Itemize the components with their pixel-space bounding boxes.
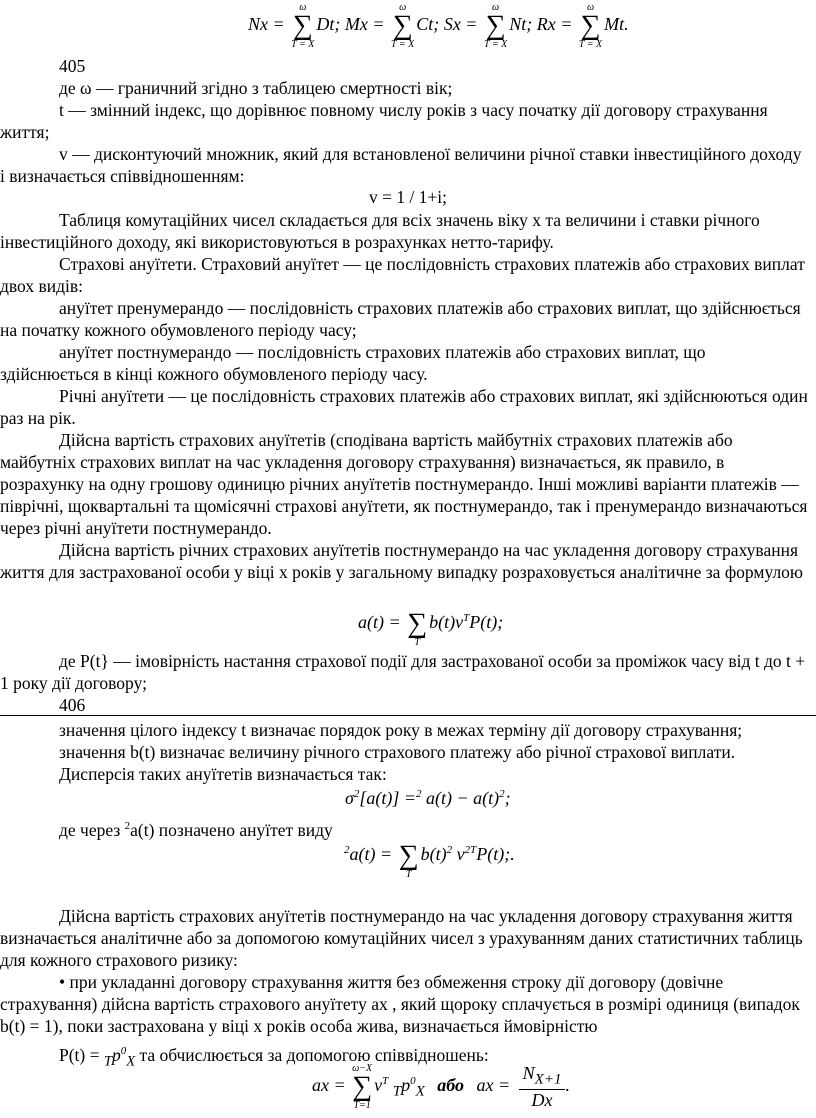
fraction: $\frac{N_{X+1}}{Dx}$ xyxy=(519,1063,566,1111)
formula-v: v = 1 / 1+i; xyxy=(368,187,448,207)
page-number: 406 xyxy=(59,695,86,715)
formula-second-moment: $^2$a(t) = ∑ T $b(t)^2$ $v^{2T}P(t)$;. xyxy=(344,832,515,880)
sum-symbol: ∑ T xyxy=(398,840,419,880)
sum-symbol: ω−X ∑ T=1 xyxy=(352,1063,373,1111)
paragraph: Дійсна вартість страхових ануїтетів постнумерандо на час укладення договору страхування життя визначається аналітичне або за допомогою комутаційних чисел з урахуванням даних статистичних таблиць для кожного страхового ризику: xyxy=(0,906,803,970)
paragraph: значення цілого індексу t визначає порядок року в межах терміну дії договору страхування; xyxy=(59,720,743,740)
paragraph: t — змінний індекс, що дорівнює повному числу років з часу початку дії договору страхування життя; xyxy=(0,100,768,142)
paragraph: $P(t) = _Tp^0_X$ та обчислюється за допомогою співвідношень: xyxy=(59,1044,489,1070)
paragraph: Таблиця комутаційних чисел складається для всіх значень віку х та величини і ставки річного інвестиційного доходу, які використовуються в розрахунках нетто-тарифу. xyxy=(0,210,760,252)
sum-symbol: ∑ T xyxy=(407,608,428,648)
sum-symbol: ω ∑ T = X xyxy=(391,2,415,50)
paragraph: де ω — граничний згідно з таблицею смертності вік; xyxy=(59,78,453,98)
formula-commutation: Nx = ω ∑ T = X Dt; Mx = ω ∑ T = X Ct; Sx = ω ∑ T = X Nt; Rx = ω ∑ T = X Mt. xyxy=(248,2,629,50)
paragraph: Дійсна вартість страхових ануїтетів (сподівана вартість майбутніх страхових платежів або майбутніх страхових виплат на час укладення договору страхування) визначається, як правило, в розрахунку на одну грошову одиницю річних ануїтетів постнумерандо. Інші можливі варіанти платежів — піврічні, щоквартальні та щомісячні страхові ануїтети, як постнумерандо, так і пренумерандо визначаються через річні ануїтети постнумерандо. xyxy=(0,430,808,538)
formula-life-annuity: ax = ω−X ∑ T=1 $v^T$ $_Tp^0_X$ або ax = $\frac{N_{X+1}}{Dx}$ . xyxy=(312,1063,570,1111)
paragraph: Страхові ануїтети. Страховий ануїтет — це послідовність страхових платежів або страхових виплат двох видів: xyxy=(0,254,805,296)
page-number: 405 xyxy=(59,56,86,76)
paragraph: Річні ануїтети — це послідовність страхових платежів або страхових виплат, які здійснюються один раз на рік. xyxy=(0,386,808,428)
paragraph: де P(t} — імовірність настання страхової події для застрахованої особи за проміжок часу від t до t + 1 року дії договору; xyxy=(0,651,806,693)
formula-annuity: a(t) = ∑ T $b(t)v^TP(t)$; xyxy=(358,600,503,648)
paragraph: Дійсна вартість річних страхових ануїтетів постнумерандо на час укладення договору страхування життя для застрахованої особи у віці х років у загальному випадку розраховується аналітичне за формулою xyxy=(0,540,804,582)
sum-symbol: ω ∑ T = X xyxy=(578,2,603,50)
paragraph: Дисперсія таких ануїтетів визначається так: xyxy=(59,764,387,784)
sum-symbol: ω ∑ T = X xyxy=(483,2,508,50)
paragraph: • при укладанні договору страхування життя без обмеження строку дії договору (довічне страхування) дійсна вартість страхового ануїтету ах , який щороку сплачується в розмірі одиниця (випадок b(t) = 1), поки застрахована у віці х років особа жива, визначається ймовірністю xyxy=(0,972,800,1036)
paragraph: де через $^2$a(t) позначено ануїтет виду xyxy=(59,819,333,840)
paragraph: v — дисконтуючий множник, який для встановленої величини річної ставки інвестиційного доходу і визначається співвідношенням: xyxy=(0,144,802,186)
page-divider xyxy=(0,715,816,716)
paragraph: ануїтет постнумерандо — послідовність страхових платежів або страхових виплат, що здійснюється в кінці кожного обумовленого періоду часу. xyxy=(0,342,706,384)
formula-variance: $\sigma^2[a(t)] =^2$ $a(t) - a(t)^2$; xyxy=(345,788,511,808)
sum-symbol: ω ∑ T = X xyxy=(291,2,315,50)
paragraph: ануїтет пренумерандо — послідовність страхових платежів або страхових виплат, що здійснюється на початку кожного обумовленого періоду часу; xyxy=(0,298,801,340)
paragraph: значення b(t) визначає величину річного страхового платежу або річної страхової виплати. xyxy=(59,742,736,762)
